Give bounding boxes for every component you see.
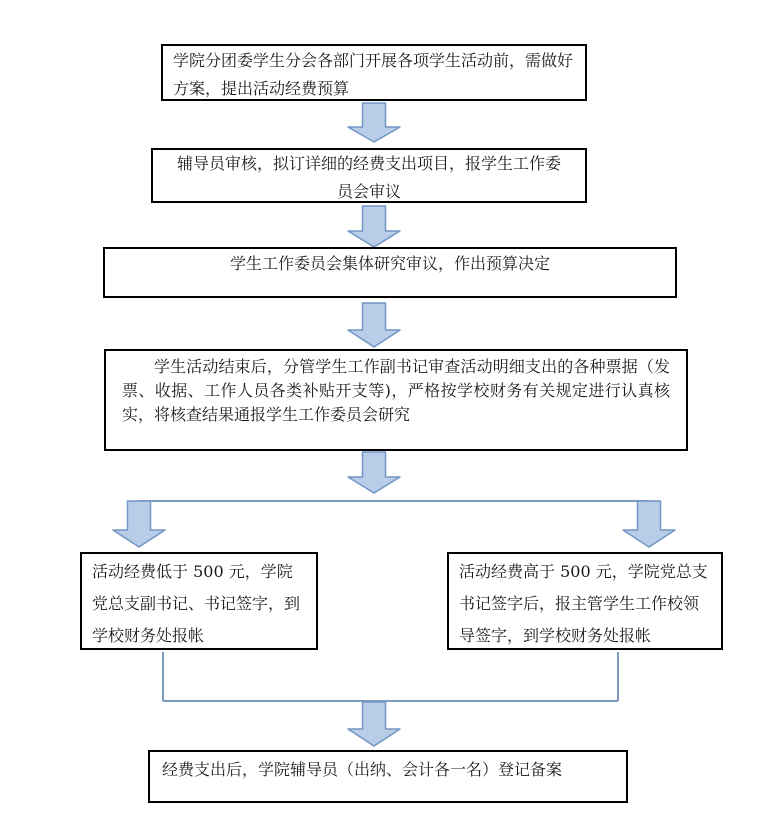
down-arrow-icon bbox=[113, 501, 165, 547]
down-arrow-icon bbox=[348, 702, 400, 746]
down-arrow-icon bbox=[348, 452, 400, 493]
flow-node-counselor-review bbox=[151, 148, 587, 203]
flow-node-propose-budget bbox=[161, 44, 587, 101]
down-arrow-icon bbox=[348, 206, 400, 247]
flow-node-committee-review bbox=[103, 247, 677, 298]
flow-node-text: 经费支出后，学院辅导员（出纳、会计各一名）登记备案 bbox=[162, 760, 563, 779]
flow-node-under-500 bbox=[80, 552, 318, 650]
down-arrow-icon bbox=[348, 303, 400, 347]
flow-node-text: 学生活动结束后，分管学生工作副书记审查活动明细支出的各种票据（发票、收据、工作人员各类补贴开支等)，严格按学校财务有关规定进行认真核实，将核查结果通报学生工作委员会研究 bbox=[122, 357, 670, 424]
flow-node-text: 学院分团委学生分会各部门开展各项学生活动前，需做好方案，提出活动经费预算 bbox=[173, 51, 574, 98]
down-arrow-icon bbox=[348, 103, 400, 142]
flow-node-record-filing bbox=[148, 750, 628, 803]
flow-node-over-500 bbox=[447, 552, 723, 650]
flow-node-text: 辅导员审核，拟订详细的经费支出项目，报学生工作委员会审议 bbox=[176, 154, 561, 201]
flow-node-text: 活动经费低于 500 元，学院党总支副书记、书记签字，到学校财务处报帐 bbox=[92, 562, 301, 645]
flow-node-expense-audit bbox=[104, 349, 688, 451]
flow-node-text: 学生工作委员会集体研究审议，作出预算决定 bbox=[229, 254, 550, 273]
down-arrow-icon bbox=[623, 501, 675, 547]
flow-node-text: 活动经费高于 500 元，学院党总支书记签字后，报主管学生工作校领导签字，到学校财务处报帐 bbox=[459, 562, 708, 645]
